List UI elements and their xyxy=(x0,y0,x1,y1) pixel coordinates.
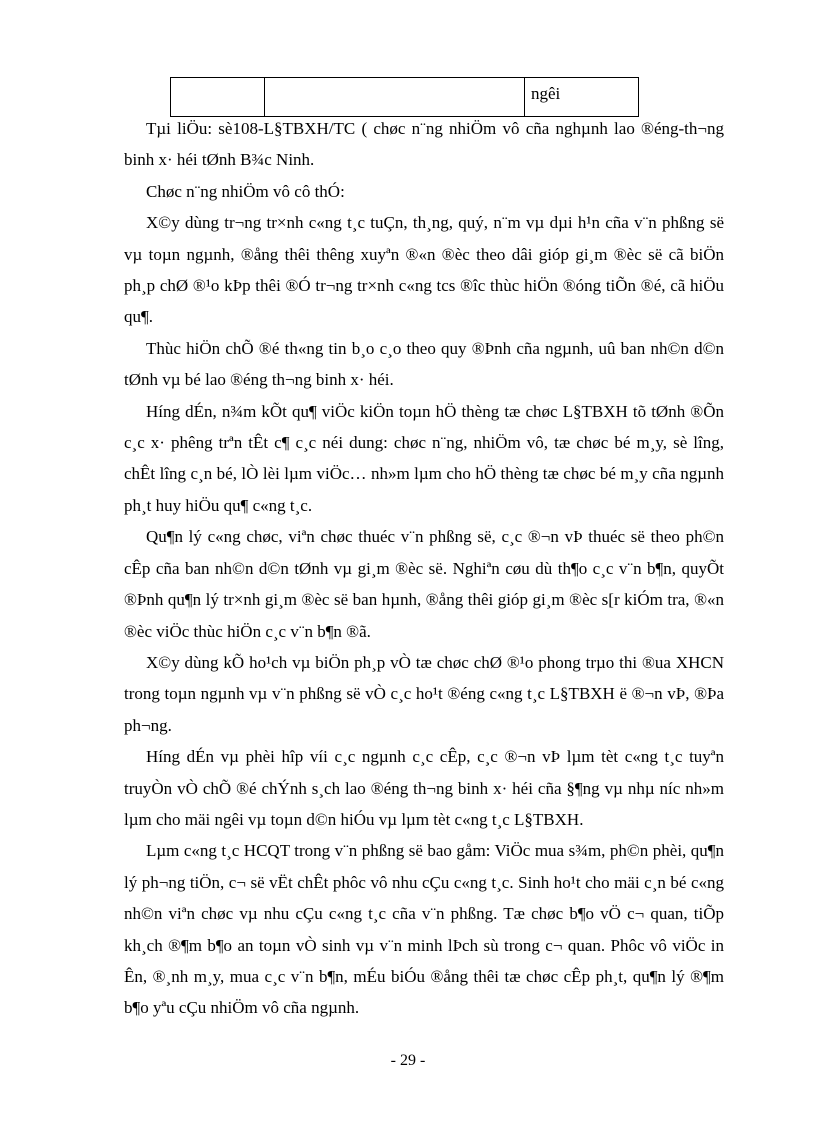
paragraph: Lµm c«ng t¸c HCQT trong v¨n phßng së bao gåm: ViÖc mua s¾m, ph©n phèi, qu¶n lý ph¬ng tiÖn, c¬ së vËt chÊt phôc vô nhu cÇu c«ng t¸c. Sinh ho¹t cho mäi c¸n bé c«ng nh©n viªn chøc vµ nhu cÇu c«ng t¸c cña v¨n phßng. Tæ chøc b¶o vÖ c¬ quan, tiÕp kh¸ch ®¶m b¶o an toµn vÒ sinh vµ v¨n minh lÞch sù trong c¬ quan. Phôc vô viÖc in Ên, ®¸nh m¸y, mua c¸c v¨n b¶n, mÉu biÓu ®ång thêi tæ chøc cÊp ph¸t, qu¶n lý ®¶m b¶o yªu cÇu nhiÖm vô cña ngµnh. xyxy=(124,841,724,1018)
page-number: - 29 - xyxy=(390,1052,426,1069)
paragraph: X©y dùng kÕ ho¹ch vµ biÖn ph¸p vÒ tæ chøc chØ ®¹o phong trµo thi ®ua XHCN trong toµn ngµnh vµ v¨n phßng së vÒ c¸c ho¹t ®éng c«ng t¸c L§TBXH ë ®¬n vÞ, ®Þa ph¬ng. xyxy=(124,652,724,735)
document-body xyxy=(124,113,724,1024)
paragraph: X©y dùng tr¬ng tr×nh c«ng t¸c tuÇn, th¸ng, quý, n¨m vµ dµi h¹n cña v¨n phßng së vµ toµn ngµnh, ®ång thêi thêng xuyªn ®«n ®èc theo dâi gióp gi¸m ®èc së cã biÖn ph¸p chØ ®¹o kÞp thêi ®Ó tr¬ng tr×nh c«ng tcs ®îc thùc hiÖn ®óng tiÕn ®é, cã hiÖu qu¶. xyxy=(124,213,724,327)
table-fragment xyxy=(170,77,639,117)
table-row xyxy=(171,78,639,117)
source-reference: Tµi liÖu: sè108-L§TBXH/TC ( chøc n¨ng nhiÖm vô cña nghµnh lao ®éng-th¬ng binh x· héi tØnh B¾c Ninh. xyxy=(124,119,724,170)
table-cell xyxy=(265,78,525,117)
table-cell: ngêi xyxy=(525,78,639,117)
table-cell xyxy=(171,78,265,117)
paragraph: Qu¶n lý c«ng chøc, viªn chøc thuéc v¨n phßng së, c¸c ®¬n vÞ thuéc së theo ph©n cÊp cña ban nh©n d©n tØnh vµ gi¸m ®èc së. Nghiªn cøu dù th¶o c¸c v¨n b¶n, quyÕt ®Þnh qu¶n lý tr×nh gi¸m ®èc së ban hµnh, ®ång thêi gióp gi¸m ®èc s[r kiÓm tra, ®«n ®èc viÖc thùc hiÖn c¸c v¨n b¶n ®ã. xyxy=(124,527,724,641)
paragraph: Thùc hiÖn chÕ ®é th«ng tin b¸o c¸o theo quy ®Þnh cña ngµnh, uû ban nh©n d©n tØnh vµ bé lao ®éng th¬ng binh x· héi. xyxy=(124,338,724,390)
section-heading: Chøc n¨ng nhiÖm vô cô thÓ: xyxy=(146,181,345,201)
paragraph: Híng dÉn, n¾m kÕt qu¶ viÖc kiÖn toµn hÖ thèng tæ chøc L§TBXH tõ tØnh ®Õn c¸c x· phêng trªn tÊt c¶ c¸c néi dung: chøc n¨ng, nhiÖm vô, tæ chøc bé m¸y, sè lîng, chÊt lîng c¸n bé, lÒ lèi lµm viÖc… nh»m lµm cho hÖ thèng tæ chøc bé m¸y cña ngµnh ph¸t huy hiÖu qu¶ c«ng t¸c. xyxy=(124,401,724,515)
paragraph: Híng dÉn vµ phèi hîp víi c¸c ngµnh c¸c cÊp, c¸c ®¬n vÞ lµm tèt c«ng t¸c tuyªn truyÒn vÒ chÕ ®é chÝnh s¸ch lao ®éng th¬ng binh x· héi cña §¶ng vµ nhµ níc nh»m lµm cho mäi ngêi vµ toµn d©n hiÓu vµ lµm tèt c«ng t¸c L§TBXH. xyxy=(124,747,724,829)
